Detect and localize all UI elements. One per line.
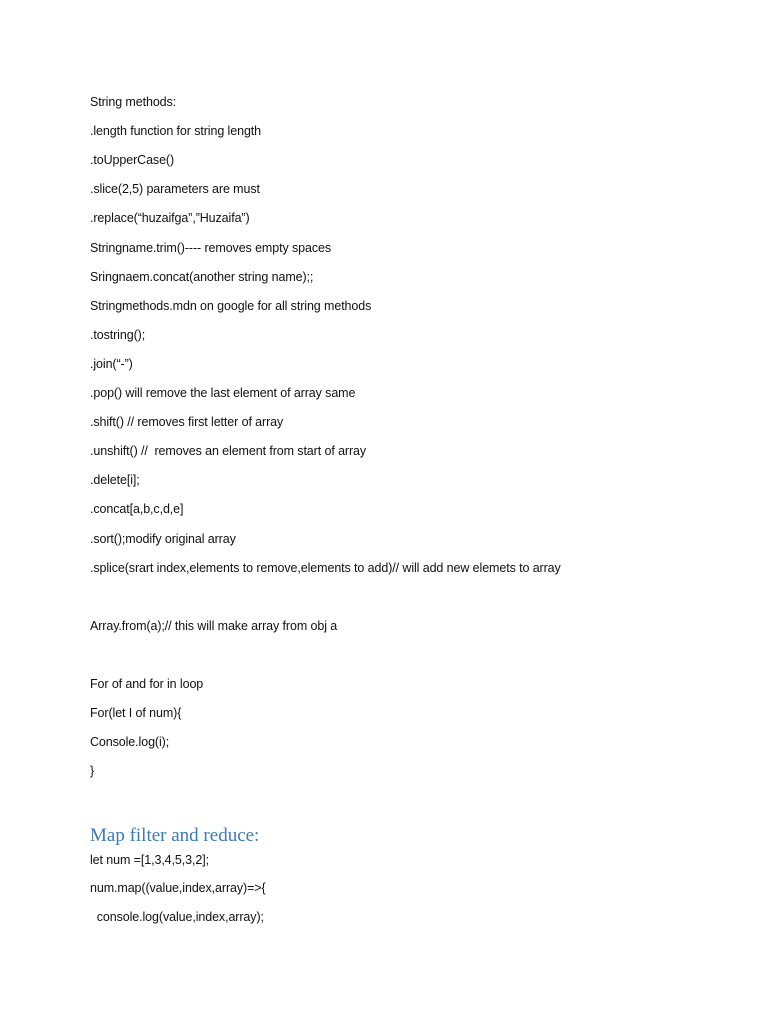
text-line: String methods: [90,95,177,109]
text-line: For(let I of num){ [90,706,182,720]
text-line: .toUpperCase() [90,153,175,167]
text-line: .concat[a,b,c,d,e] [90,502,184,516]
text-line: Console.log(i); [90,735,170,749]
text-line: .length function for string length [90,124,262,138]
text-line: .shift() // removes first letter of array [90,415,284,429]
text-line: Sringnaem.concat(another string name);; [90,270,314,284]
text-line: .splice(srart index,elements to remove,elements to add)// will add new elemets to array [90,561,561,575]
code-line: num.map((value,index,array)=>{ [90,881,266,895]
text-line: Stringmethods.mdn on google for all string methods [90,299,372,313]
section-heading: Map filter and reduce: [90,825,260,846]
text-line: .join(“-”) [90,357,133,371]
text-line: } [90,764,95,778]
text-line: .slice(2,5) parameters are must [90,182,260,196]
text-line: Stringname.trim()---- removes empty spaces [90,241,331,255]
text-line: .pop() will remove the last element of array same [90,386,356,400]
text-line: Array.from(a);// this will make array from obj a [90,619,338,633]
text-line: .sort();modify original array [90,532,236,546]
text-line: .unshift() // removes an element from start of array [90,444,367,458]
text-line: .delete[i]; [90,473,140,487]
text-line: .replace(“huzaifga”,”Huzaifa”) [90,211,250,225]
text-line: .tostring(); [90,328,146,342]
code-line: let num =[1,3,4,5,3,2]; [90,853,209,867]
text-line: For of and for in loop [90,677,204,691]
code-line: console.log(value,index,array); [90,910,264,924]
